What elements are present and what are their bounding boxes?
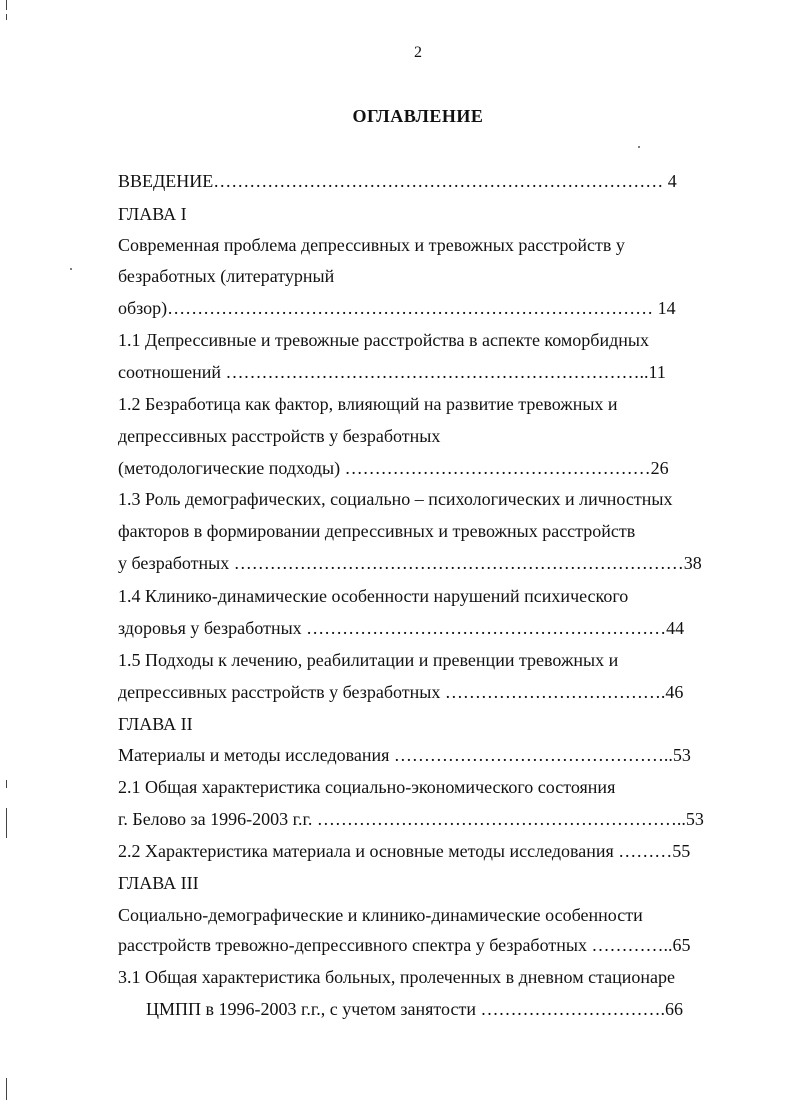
scan-speck (638, 146, 640, 148)
toc-line: расстройств тревожно-депрессивного спектра у безработных …………..65 (118, 935, 691, 955)
toc-line: факторов в формировании депрессивных и тревожных расстройств (118, 521, 636, 541)
scan-speck (70, 268, 72, 270)
toc-line: соотношений ……………………………………………………………..11 (118, 362, 666, 382)
toc-line: 1.5 Подходы к лечению, реабилитации и превенции тревожных и (118, 650, 619, 670)
toc-line: Материалы и методы исследования ………………………………………..53 (118, 745, 691, 765)
toc-line: обзор)……………………………………………………………………… 14 (118, 298, 676, 318)
scan-mark (6, 1078, 7, 1100)
toc-line: ВВЕДЕНИЕ………………………………………………………………… 4 (118, 171, 677, 191)
toc-line: у безработных …………………………………………………………………38 (118, 553, 702, 573)
page-number: 2 (414, 44, 422, 61)
toc-line: депрессивных расстройств у безработных (118, 426, 441, 446)
toc-line: 1.2 Безработица как фактор, влияющий на развитие тревожных и (118, 394, 618, 414)
page-title: ОГЛАВЛЕНИЕ (352, 106, 484, 126)
toc-line: (методологические подходы) ……………………………………………26 (118, 458, 669, 478)
toc-line: депрессивных расстройств у безработных ……………………………….46 (118, 682, 684, 702)
toc-line: 2.1 Общая характеристика социально-экономического состояния (118, 777, 616, 797)
toc-line: г. Белово за 1996-2003 г.г. ……………………………………………………..53 (118, 809, 704, 829)
toc-line: ГЛАВА III (118, 873, 199, 893)
toc-line: 1.3 Роль демографических, социально – психологических и личностных (118, 489, 673, 509)
toc-line: 1.1 Депрессивные и тревожные расстройства в аспекте коморбидных (118, 330, 649, 350)
scan-mark (6, 808, 7, 838)
toc-line: 2.2 Характеристика материала и основные методы исследования ………55 (118, 841, 691, 861)
toc-line: 1.4 Клинико-динамические особенности нарушений психического (118, 586, 629, 606)
toc-line: ЦМПП в 1996-2003 г.г., с учетом занятости ………………………….66 (146, 999, 683, 1019)
scan-mark (6, 0, 7, 10)
toc-line: ГЛАВА I (118, 204, 187, 224)
scan-mark (6, 14, 7, 20)
toc-line: Социально-демографические и клинико-динамические особенности (118, 905, 643, 925)
toc-line: 3.1 Общая характеристика больных, пролеченных в дневном стационаре (118, 967, 676, 987)
toc-line: ГЛАВА II (118, 714, 193, 734)
toc-line: здоровья у безработных ……………………………………………………44 (118, 618, 685, 638)
toc-line: Современная проблема депрессивных и тревожных расстройств у (118, 235, 625, 255)
toc-line: безработных (литературный (118, 266, 335, 286)
scan-mark (6, 780, 7, 788)
